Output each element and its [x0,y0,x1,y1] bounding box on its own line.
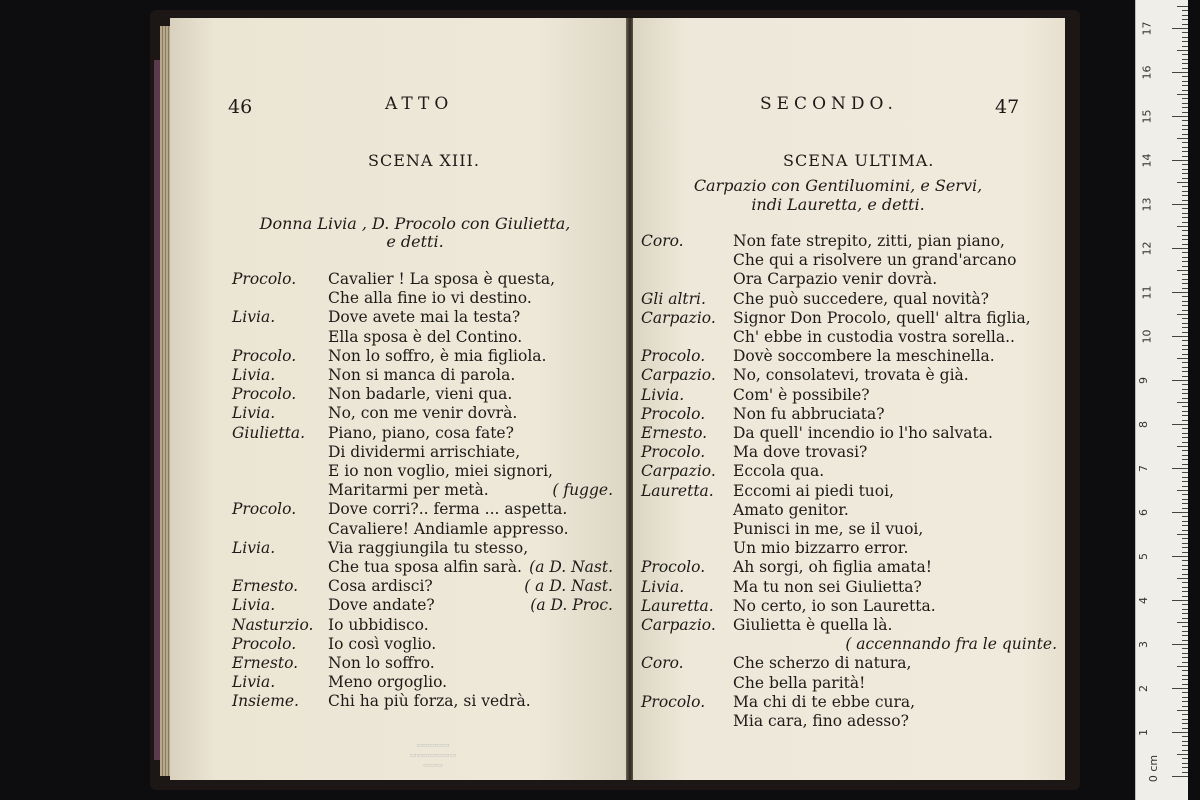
ruler-tick [1177,50,1188,51]
ruler-tick [1182,437,1188,438]
ruler-tick [1182,332,1188,333]
left-cast-line-1: Donna Livia , D. Procolo con Giulietta, [259,214,571,233]
ruler-tick [1182,745,1188,746]
ruler-tick [1182,494,1188,495]
ruler-tick [1182,692,1188,693]
ruler-tick [1172,248,1188,249]
ruler-tick [1182,81,1188,82]
ruler-tick [1182,340,1188,341]
ruler-tick [1172,204,1188,205]
speaker-label: Coro. [641,232,684,250]
speaker-label: Livia. [641,385,685,404]
ruler-tick [1182,169,1188,170]
speaker-label: Procolo. [641,443,706,462]
verse-line: Dove andate? [328,596,435,615]
ruler-tick [1182,32,1188,33]
ruler-tick [1182,450,1188,451]
verse-line: Dovè soccombere la meschinella. [733,347,995,366]
speaker-label: Livia. [232,673,276,692]
ruler-tick [1182,560,1188,561]
ruler-tick [1182,763,1188,764]
ruler-number: 6 [1137,509,1150,516]
ruler-tick [1182,54,1188,55]
ruler-tick [1182,679,1188,680]
ruler-tick [1182,279,1188,280]
speaker-label: Carpazio. [641,366,716,385]
ruler-tick [1182,714,1188,715]
speaker-label: Coro. [641,654,684,673]
ruler-tick [1182,389,1188,390]
verse-line: Che tua sposa alfin sarà. [328,558,522,576]
ruler-tick [1182,719,1188,720]
verse-line: Di dividermi arrischiate, [328,442,521,461]
ruler-tick [1182,15,1188,16]
ruler-tick [1182,98,1188,99]
ruler-tick [1182,327,1188,328]
ruler-tick [1182,582,1188,583]
measuring-ruler [1135,0,1188,800]
ruler-tick [1182,516,1188,517]
stage-direction: ( a D. Nast. [524,577,613,596]
ruler-tick [1182,376,1188,377]
ruler-tick [1182,508,1188,509]
ruler-tick [1182,613,1188,614]
ruler-tick [1182,415,1188,416]
ruler-tick [1177,622,1188,623]
ruler-tick [1182,750,1188,751]
verse-line: Ch' ebbe in custodia vostra sorella.. [733,328,1015,346]
verse-line: Via raggiungila tu stesso, [328,538,529,557]
ruler-tick [1182,464,1188,465]
speaker-label: Procolo. [232,500,297,519]
ruler-tick [1182,604,1188,605]
right-cast-line-2: indi Lauretta, e detti. [751,195,925,214]
ruler-tick [1182,244,1188,245]
ruler-tick [1182,393,1188,394]
ruler-tick [1182,384,1188,385]
verse-line: No certo, io son Lauretta. [733,596,936,615]
verse-line: No, con me venir dovrà. [328,404,518,423]
ruler-tick [1172,160,1188,161]
ruler-tick [1182,19,1188,20]
ruler-tick [1177,754,1188,755]
ruler-tick [1182,252,1188,253]
speaker-label: Procolo. [641,347,706,366]
ruler-tick [1172,732,1188,733]
ruler-tick [1182,701,1188,702]
verse-line: Non si manca di parola. [328,366,516,384]
ruler-tick [1172,644,1188,645]
speaker-label: Livia. [232,308,276,327]
ruler-tick [1172,512,1188,513]
ruler-tick [1182,112,1188,113]
ruler-tick [1182,736,1188,737]
ruler-tick [1182,85,1188,86]
ruler-tick [1182,569,1188,570]
speaker-label: Giulietta. [232,423,306,442]
verse-line: Non lo soffro. [328,654,435,672]
stage-direction: ( fugge. [552,481,613,500]
right-page-number: 47 [995,96,1020,118]
speaker-label: Insieme. [232,692,299,711]
stage-direction: (a D. Nast. [529,558,613,576]
verse-line: Ma tu non sei Giulietta? [733,577,922,596]
verse-line: Mia cara, fino adesso? [733,712,909,730]
ruler-tick [1182,90,1188,91]
left-page [170,18,628,780]
ruler-number: 3 [1137,641,1150,648]
ruler-tick [1182,767,1188,768]
ruler-tick [1172,380,1188,381]
ruler-tick [1177,138,1188,139]
verse-line: Com' è possibile? [733,385,870,404]
left-cast-line-2: e detti. [386,232,444,251]
speaker-label: Nasturzio. [232,615,314,634]
ruler-tick [1182,120,1188,121]
ruler-tick [1182,455,1188,456]
ruler-tick [1182,459,1188,460]
ruler-tick [1182,37,1188,38]
ruler-tick [1182,565,1188,566]
ruler-tick [1177,182,1188,183]
ruler-tick [1182,191,1188,192]
speaker-label: Procolo. [641,692,706,711]
ruler-tick [1182,367,1188,368]
ruler-tick [1182,103,1188,104]
right-scene-title: SCENA ULTIMA. [783,151,935,170]
ruler-tick [1182,156,1188,157]
right-page [633,18,1065,780]
ruler-tick [1182,657,1188,658]
ruler-tick [1182,107,1188,108]
ruler-tick [1172,776,1188,777]
speaker-label: Lauretta. [641,481,714,500]
ruler-tick [1182,134,1188,135]
ruler-tick [1182,318,1188,319]
ruler-tick [1182,68,1188,69]
ruler-tick [1182,323,1188,324]
verse-line: Signor Don Procolo, quell' altra figlia, [733,308,1031,327]
verse-line: Un mio bizzarro error. [733,539,909,558]
ruler-tick [1182,173,1188,174]
stage-direction: (a D. Proc. [530,596,613,615]
ruler-tick [1172,556,1188,557]
verse-line: Ah sorgi, oh figlia amata! [733,558,932,577]
ruler-tick [1182,10,1188,11]
ruler-unit-label: 0 cm [1147,754,1161,783]
ruler-tick [1182,261,1188,262]
speaker-label: Ernesto. [641,424,708,442]
verse-line: Dove corri?.. ferma ... aspetta. [328,500,568,519]
verse-line: Maritarmi per metà. [328,481,489,500]
ruler-tick [1182,398,1188,399]
verse-line: Che alla fine io vi destino. [328,289,532,308]
verse-line: Eccomi ai piedi tuoi, [733,481,895,500]
ruler-tick [1182,574,1188,575]
ruler-tick [1172,28,1188,29]
verse-line: Punisci in me, se il vuoi, [733,520,924,538]
ruler-tick [1182,626,1188,627]
ruler-tick [1182,151,1188,152]
ruler-tick [1182,552,1188,553]
verse-line: Ora Carpazio venir dovrà. [733,270,938,289]
ruler-tick [1172,116,1188,117]
ruler-tick [1182,213,1188,214]
ruler-tick [1182,530,1188,531]
ruler-tick [1182,433,1188,434]
ruler-tick [1182,345,1188,346]
ruler-tick [1182,481,1188,482]
verse-line: E io non voglio, miei signori, [328,462,553,480]
ruler-tick [1182,208,1188,209]
ruler-tick [1182,591,1188,592]
ruler-tick [1182,125,1188,126]
speaker-label: Procolo. [641,558,706,577]
ruler-tick [1182,362,1188,363]
ruler-tick [1182,288,1188,289]
ruler-tick [1182,741,1188,742]
verse-line: Giulietta è quella là. [733,616,893,634]
verse-line: Chi ha più forza, si vedrà. [328,692,531,711]
ruler-number: 15 [1140,109,1154,124]
speaker-label: Procolo. [232,346,297,365]
ruler-tick [1182,596,1188,597]
speaker-label: Ernesto. [232,577,299,596]
ruler-tick [1182,618,1188,619]
ruler-tick [1182,758,1188,759]
library-stamp: ▭▭▭▭▭ ▭▭▭▭▭▭▭ ▭▭▭ [409,741,457,769]
ruler-tick [1172,424,1188,425]
ruler-tick [1172,292,1188,293]
ruler-tick [1182,587,1188,588]
verse-line: Ella sposa è del Contino. [328,327,523,346]
ruler-tick [1182,76,1188,77]
ruler-tick [1177,490,1188,491]
ruler-tick [1182,147,1188,148]
verse-line: Cosa ardisci? [328,577,433,596]
ruler-number: 8 [1137,421,1150,428]
verse-line: No, consolatevi, trovata è già. [733,366,969,385]
ruler-tick [1177,666,1188,667]
ruler-number: 7 [1137,465,1150,472]
left-scene-title: SCENA XIII. [368,151,480,170]
speaker-label: Procolo. [232,385,297,404]
ruler-tick [1177,94,1188,95]
verse-line: Piano, piano, cosa fate? [328,423,514,442]
ruler-tick [1182,499,1188,500]
right-running-head: SECONDO. [760,94,898,114]
ruler-number: 13 [1140,197,1154,212]
right-cast-line-1: Carpazio con Gentiluomini, e Servi, [693,176,983,195]
ruler-tick [1182,662,1188,663]
speaker-label: Livia. [232,596,276,615]
ruler-tick [1182,274,1188,275]
ruler-tick [1182,283,1188,284]
ruler-tick [1182,728,1188,729]
ruler-tick [1182,310,1188,311]
ruler-number: 9 [1137,377,1150,384]
verse-line: Che scherzo di natura, [733,654,912,673]
ruler-tick [1182,538,1188,539]
ruler-tick [1182,670,1188,671]
ruler-tick [1182,472,1188,473]
verse-line: Che bella parità! [733,673,866,692]
ruler-number: 11 [1140,285,1154,300]
ruler-tick [1182,640,1188,641]
verse-line: Amato genitor. [733,500,849,519]
ruler-tick [1182,230,1188,231]
speaker-label: Carpazio. [641,462,716,481]
ruler-tick [1177,270,1188,271]
ruler-tick [1182,503,1188,504]
ruler-tick [1182,675,1188,676]
ruler-tick [1182,653,1188,654]
verse-line: Non badarle, vieni qua. [328,385,513,404]
ruler-tick [1182,195,1188,196]
ruler-number: 1 [1137,729,1150,736]
ruler-tick [1182,486,1188,487]
ruler-tick [1182,371,1188,372]
speaker-label: Procolo. [232,270,297,288]
verse-line: Non lo soffro, è mia figliola. [328,346,547,365]
speaker-label: Procolo. [641,404,706,423]
ruler-tick [1182,129,1188,130]
ruler-tick [1182,631,1188,632]
verse-line: Io così voglio. [328,634,437,653]
ruler-tick [1182,301,1188,302]
ruler-number: 2 [1137,685,1150,692]
ruler-tick [1172,600,1188,601]
ruler-tick [1182,235,1188,236]
ruler-tick [1182,200,1188,201]
verse-line: Dove avete mai la testa? [328,308,521,327]
ruler-tick [1182,305,1188,306]
ruler-tick [1182,41,1188,42]
ruler-tick [1172,688,1188,689]
verse-line: Meno orgoglio. [328,673,448,692]
stage-direction: ( accennando fra le quinte. [845,635,1057,654]
ruler-tick [1182,772,1188,773]
verse-line: Cavaliere! Andiamle appresso. [328,519,569,538]
ruler-tick [1177,314,1188,315]
ruler-tick [1177,446,1188,447]
ruler-tick [1182,349,1188,350]
ruler-tick [1182,46,1188,47]
ruler-tick [1177,534,1188,535]
speaker-label: Livia. [232,366,276,384]
speaker-label: Gli altri. [641,289,706,308]
ruler-tick [1182,239,1188,240]
ruler-number: 12 [1140,241,1154,256]
ruler-tick [1182,684,1188,685]
verse-line: Io ubbidisco. [328,615,429,634]
ruler-tick [1182,24,1188,25]
ruler-number: 4 [1137,597,1150,604]
ruler-number: 10 [1140,329,1154,344]
speaker-label: Livia. [232,538,276,557]
ruler-tick [1182,543,1188,544]
speaker-label: Carpazio. [641,616,716,634]
ruler-tick [1182,354,1188,355]
ruler-tick [1182,723,1188,724]
ruler-tick [1177,710,1188,711]
ruler-tick [1182,635,1188,636]
verse-line: Ma chi di te ebbe cura, [733,692,916,711]
ruler-tick [1182,164,1188,165]
ruler-tick [1182,142,1188,143]
ruler-tick [1177,402,1188,403]
ruler-tick [1177,358,1188,359]
ruler-tick [1182,63,1188,64]
ruler-number: 14 [1140,153,1154,168]
ruler-tick [1182,442,1188,443]
verse-line: Che può succedere, qual novità? [733,289,989,308]
ruler-number: 5 [1137,553,1150,560]
ruler-tick [1182,178,1188,179]
ruler-number: 16 [1140,65,1154,80]
ruler-tick [1182,420,1188,421]
speaker-label: Livia. [641,577,685,596]
ruler-tick [1182,697,1188,698]
ruler-tick [1182,706,1188,707]
ruler-tick [1182,609,1188,610]
speaker-label: Ernesto. [232,654,299,672]
ruler-tick [1182,257,1188,258]
ruler-tick [1182,525,1188,526]
ruler-tick [1182,59,1188,60]
ruler-tick [1182,477,1188,478]
ruler-tick [1182,648,1188,649]
speaker-label: Procolo. [232,634,297,653]
ruler-tick [1182,547,1188,548]
verse-line: Che qui a risolvere un grand'arcano [733,251,1017,270]
ruler-tick [1182,406,1188,407]
ruler-tick [1182,186,1188,187]
ruler-number: 17 [1140,21,1154,36]
ruler-tick [1182,428,1188,429]
speaker-label: Lauretta. [641,596,714,615]
ruler-tick [1182,217,1188,218]
ruler-tick [1172,468,1188,469]
ruler-tick [1172,336,1188,337]
ruler-tick [1177,6,1188,7]
ruler-tick [1182,411,1188,412]
left-page-number: 46 [228,96,253,118]
ruler-tick [1177,226,1188,227]
ruler-tick [1182,222,1188,223]
verse-line: Cavalier ! La sposa è questa, [328,270,555,288]
verse-line: Ma dove trovasi? [733,443,868,462]
verse-line: Eccola qua. [733,462,825,481]
speaker-label: Carpazio. [641,308,716,327]
ruler-tick [1177,578,1188,579]
left-running-head: ATTO [385,94,454,114]
ruler-tick [1172,72,1188,73]
verse-line: Da quell' incendio io l'ho salvata. [733,424,993,442]
ruler-tick [1182,521,1188,522]
verse-line: Non fate strepito, zitti, pian piano, [733,232,1005,250]
speaker-label: Livia. [232,404,276,423]
verse-line: Non fu abbruciata? [733,404,885,423]
ruler-tick [1182,296,1188,297]
ruler-tick [1182,266,1188,267]
